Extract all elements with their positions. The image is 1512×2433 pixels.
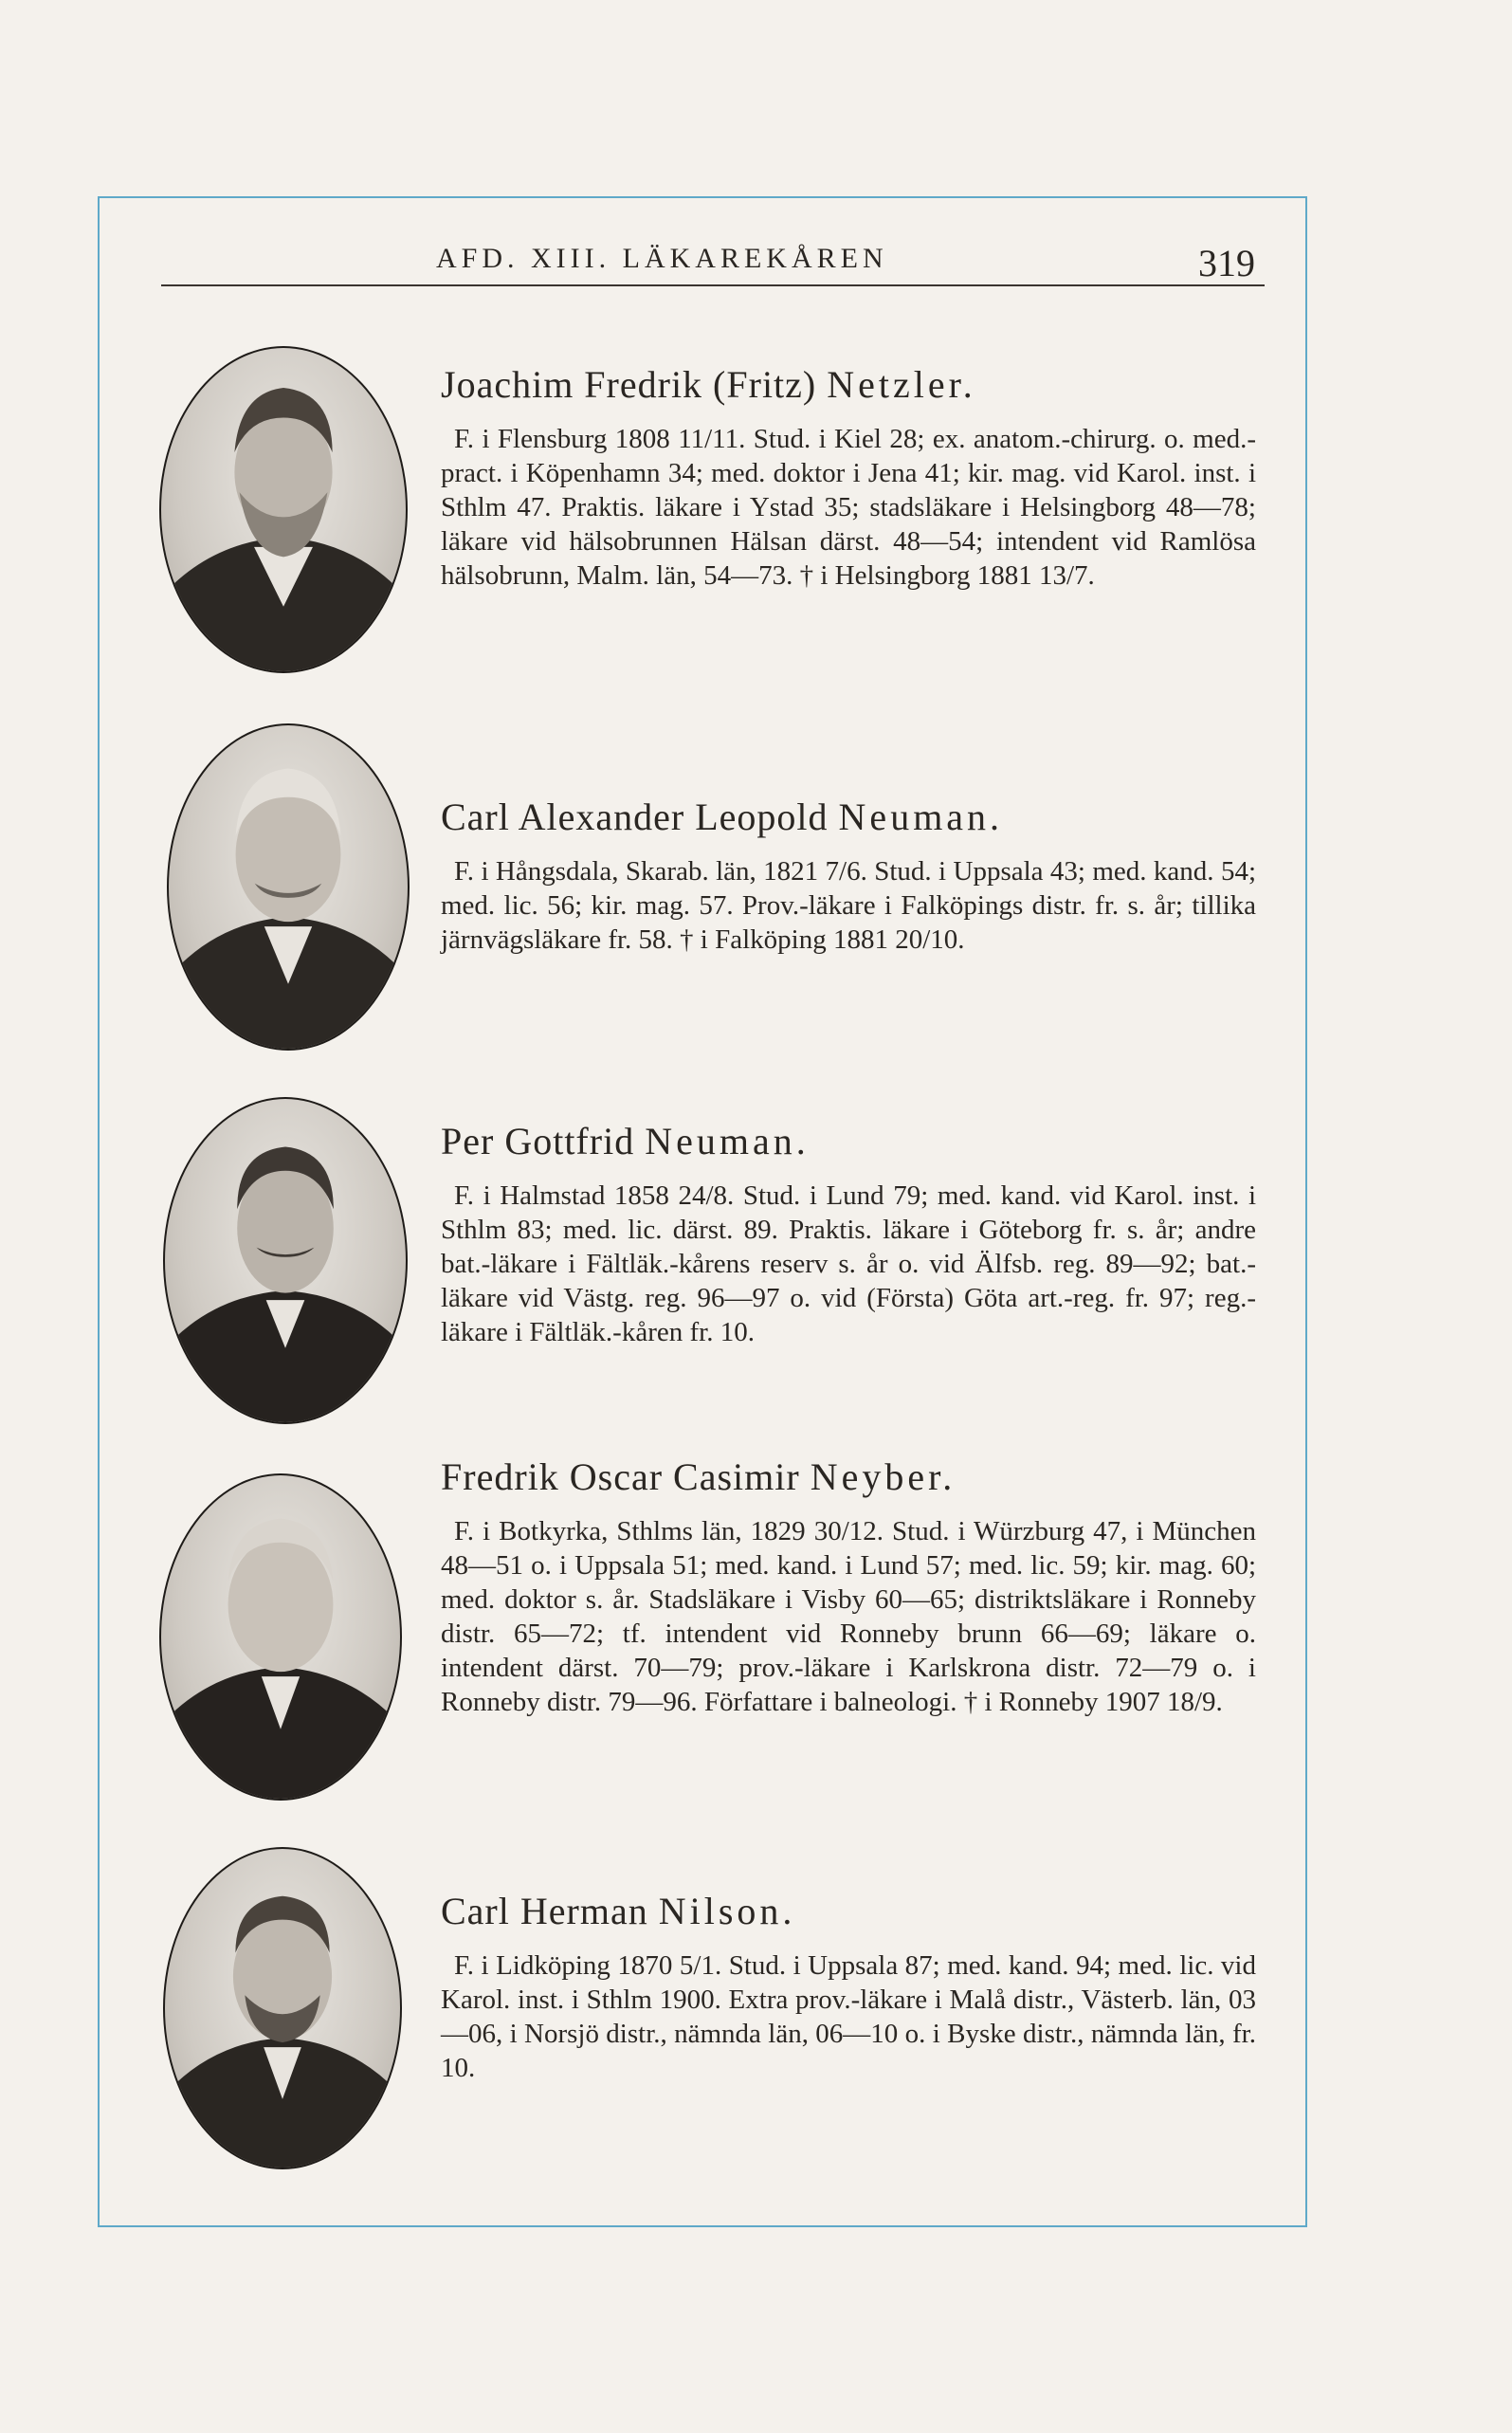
biography-entry (441, 362, 1256, 593)
portrait-photo (167, 723, 410, 1051)
entry-text: F. i Hångsdala, Skarab. län, 1821 7/6. Stud. i Uppsala 43; med. kand. 54; med. lic. 56; kir. mag. 57. Prov.-läkare i Falköpings distr. fr. s. år; tillika järnvägsläkare fr. 58. † i Falköping 1881 20/10. (441, 856, 1256, 955)
page-number: 319 (1198, 242, 1255, 284)
entry-name: Per Gottfrid Neuman. (441, 1120, 810, 1162)
entry-text: F. i Lidköping 1870 5/1. Stud. i Uppsala 87; med. kand. 94; med. lic. vid Karol. inst. i Sthlm 1900. Extra prov.-läkare i Malå distr., Västerb. län, 03—06, i Norsjö distr., nämnda län, 06—10 o. i Byske distr., nämnda län, fr. 10. (441, 1950, 1256, 2083)
portrait-photo (163, 1847, 402, 2169)
portrait-photo (159, 1473, 402, 1801)
biography-entry (441, 1454, 1256, 1719)
entry-text: F. i Botkyrka, Sthlms län, 1829 30/12. Stud. i Würzburg 47, i München 48—51 o. i Uppsala 51; med. kand. i Lund 57; med. lic. 59; kir. mag. 60; med. doktor s. år. Stadsläkare i Visby 60—65; distriktsläkare i Ronneby distr. 65—72; tf. intendent vid Ronneby brunn 66—69; läkare o. intendent därst. 70—79; prov.-läkare i Karlskrona distr. 72—79 o. i Ronneby distr. 79—96. Författare i balneologi. † i Ronneby 1907 18/9. (441, 1516, 1256, 1717)
entry-name: Fredrik Oscar Casimir Neyber. (441, 1455, 956, 1498)
entry-name: Carl Herman Nilson. (441, 1890, 796, 1932)
biography-entry (441, 795, 1256, 957)
entry-name: Joachim Fredrik (Fritz) Netzler. (441, 363, 976, 406)
page-header (161, 237, 1265, 286)
portrait-photo (163, 1097, 408, 1424)
entry-text: F. i Halmstad 1858 24/8. Stud. i Lund 79; med. kand. vid Karol. inst. i Sthlm 83; med. lic. därst. 89. Praktis. läkare i Göteborg fr. s. år; andre bat.-läkare i Fältläk.-kårens reserv s. år o. vid Älfsb. reg. 89—92; bat.-läkare vid Västg. reg. 96—97 o. vid (Första) Göta art.-reg. fr. 97; reg.-läkare i Fältläk.-kåren fr. 10. (441, 1180, 1256, 1347)
section-title: AFD. XIII. LÄKAREKÅREN (436, 243, 888, 274)
portrait-photo (159, 346, 408, 673)
biography-entry (441, 1889, 1256, 2085)
entry-name: Carl Alexander Leopold Neuman. (441, 796, 1004, 838)
entry-text: F. i Flensburg 1808 11/11. Stud. i Kiel 28; ex. anatom.-chirurg. o. med.-pract. i Köpenhamn 34; med. doktor i Jena 41; kir. mag. vid Karol. inst. i Sthlm 47. Praktis. läkare i Ystad 35; stadsläkare i Helsingborg 48—78; läkare vid hälsobrunnen Hälsan därst. 48—54; intendent vid Ramlösa hälsobrunn, Malm. län, 54—73. † i Helsingborg 1881 13/7. (441, 424, 1256, 591)
biography-entry (441, 1119, 1256, 1349)
